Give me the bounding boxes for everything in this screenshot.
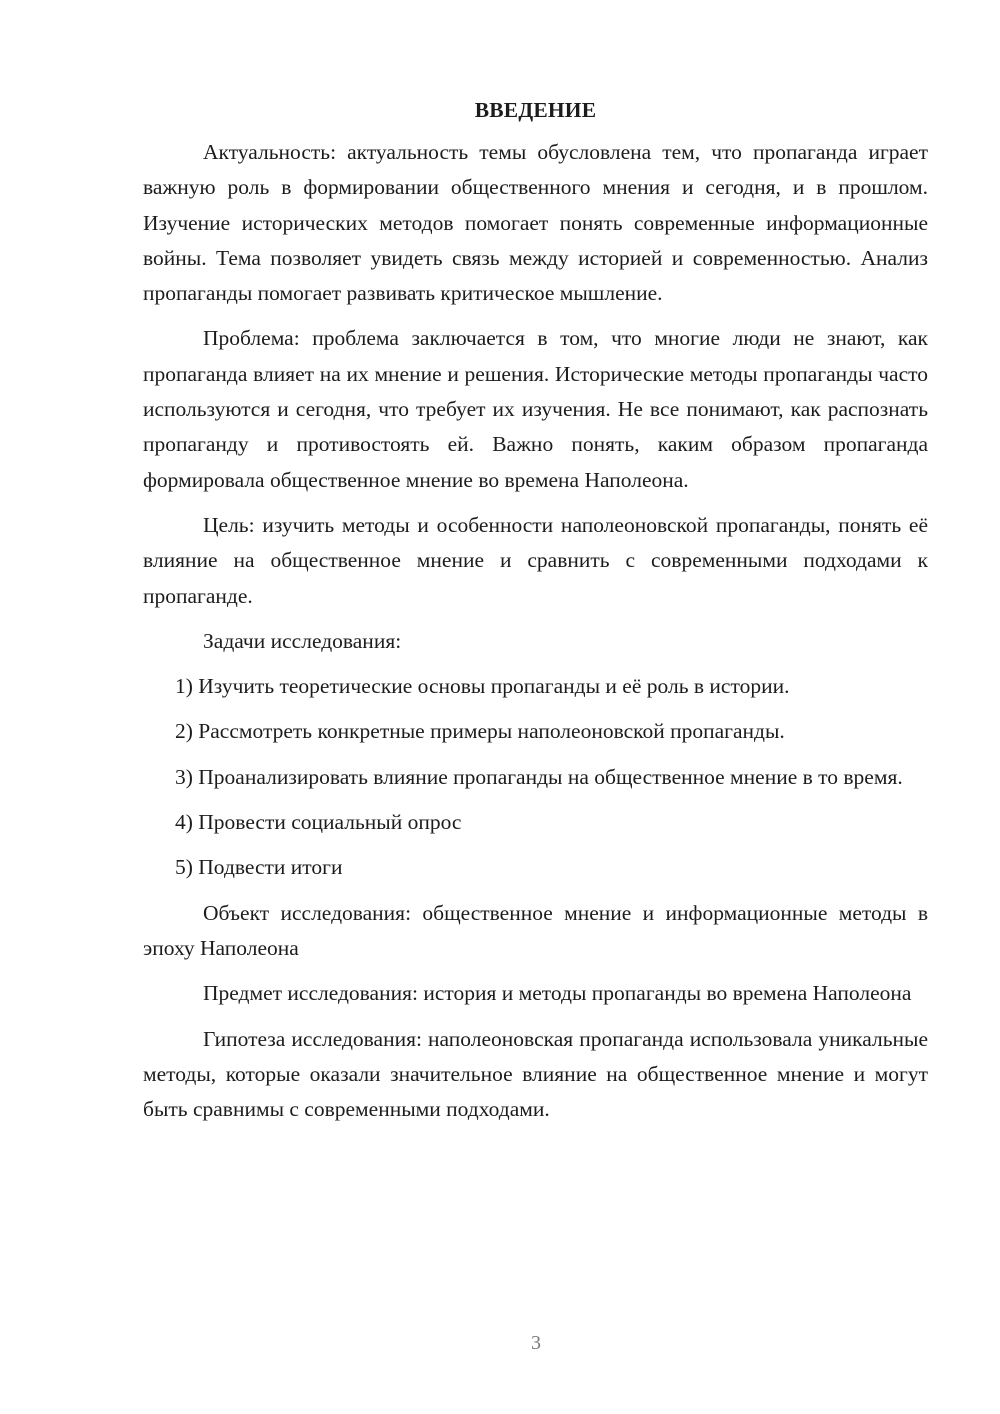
document-page (143, 95, 928, 1137)
task-item-4: 4) Провести социальный опрос (175, 810, 462, 835)
section-title: ВВЕДЕНИЕ (474, 98, 597, 122)
task-item-3: 3) Проанализировать влияние пропаганды на общественное мнение в то время. (175, 764, 903, 789)
task-item-5: 5) Подвести итоги (175, 855, 343, 880)
paragraph-problem: Проблема: проблема заключается в том, что многие люди не знают, как пропаганда влияет на их мнение и решения. Исторические методы пропаганды часто используются и сегодня, что требует их изучения. Не все понимают, как распознать пропаганду и противостоять ей. Важно понять, каким образом пропаганда формировала общественное мнение во времена Наполеона. (143, 326, 928, 492)
paragraph-relevance: Актуальность: актуальность темы обусловлена тем, что пропаганда играет важную роль в формировании общественного мнения и сегодня, и в прошлом. Изучение исторических методов помогает понять современные информационные войны. Тема позволяет увидеть связь между историей и современностью. Анализ пропаганды помогает развивать критическое мышление. (143, 140, 928, 306)
paragraph-subject: Предмет исследования: история и методы пропаганды во времена Наполеона (203, 981, 912, 1006)
tasks-heading: Задачи исследования: (203, 628, 402, 653)
paragraph-goal: Цель: изучить методы и особенности наполеоновской пропаганды, понять её влияние на общественное мнение и сравнить с современными подходами к пропаганде. (143, 512, 928, 608)
paragraph-hypothesis: Гипотеза исследования: наполеоновская пропаганда использовала уникальные методы, которые оказали значительное влияние на общественное мнение и могут быть сравнимы с современными подходами. (143, 1026, 928, 1122)
task-item-2: 2) Рассмотреть конкретные примеры наполеоновской пропаганды. (175, 719, 785, 744)
paragraph-object: Объект исследования: общественное мнение и информационные методы в эпоху Наполеона (143, 900, 928, 960)
task-item-1: 1) Изучить теоретические основы пропаганды и её роль в истории. (175, 674, 790, 699)
page-number: 3 (531, 1332, 541, 1354)
